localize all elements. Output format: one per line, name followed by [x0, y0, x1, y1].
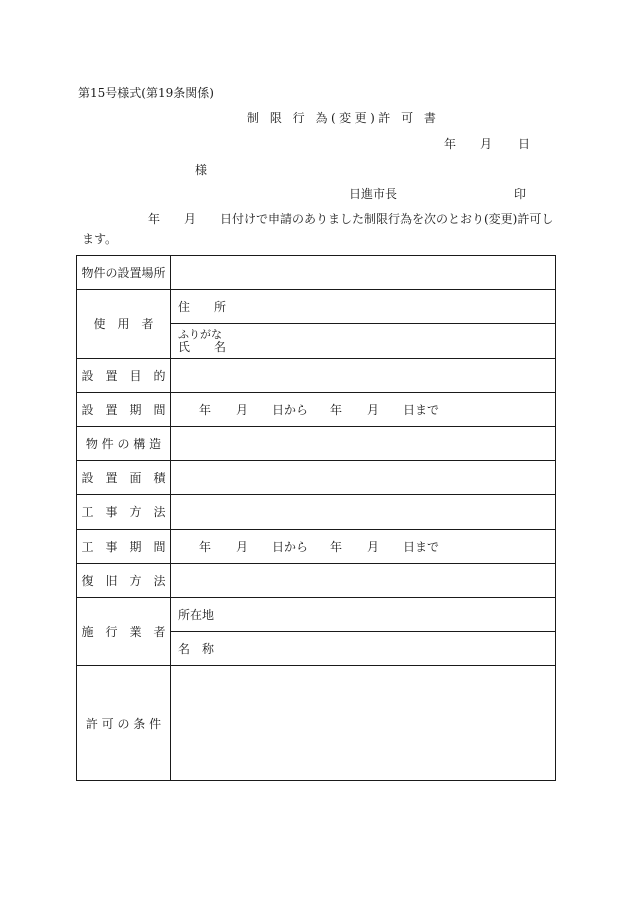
- date-year-label: 年: [444, 137, 457, 151]
- user-name-cell: [171, 324, 556, 358]
- area-label-cell: [77, 461, 171, 495]
- restore-label-cell: [77, 563, 171, 597]
- location-label: 物件の設置場所: [81, 266, 166, 281]
- period-label-cell: [77, 392, 171, 426]
- work-period-label-cell: [77, 529, 171, 563]
- method-value-cell: [171, 495, 556, 529]
- work-period-label: 工 事 期 間: [81, 539, 166, 554]
- user-label: 使 用 者: [93, 317, 154, 332]
- body-text-main: 日付けで申請のありました制限行為を次のとおり(変更)許可し: [220, 212, 554, 226]
- area-value-cell: [171, 461, 556, 495]
- period-month-1: 月: [236, 402, 249, 417]
- conditions-value-cell: [171, 666, 556, 781]
- row-location: [77, 256, 556, 290]
- work-period-value-cell: [171, 529, 556, 563]
- restore-value-cell: [171, 563, 556, 597]
- contractor-location-label: 所在地: [178, 607, 215, 622]
- issue-date: [444, 137, 530, 151]
- purpose-label: 設 置 目 的: [81, 368, 166, 383]
- row-user-address: [77, 290, 556, 324]
- body-text-line-2: ます。: [82, 232, 118, 246]
- seal-mark: 印: [514, 187, 527, 201]
- conditions-label: 許 可 の 条 件: [85, 716, 162, 731]
- period-label: 設 置 期 間: [81, 402, 166, 417]
- document-title: 制 限 行 為(変更)許 可 書: [247, 111, 440, 125]
- user-label-cell: [77, 290, 171, 358]
- user-address-label: 住 所: [178, 300, 227, 315]
- period-month-2: 月: [367, 402, 380, 417]
- row-purpose: [77, 358, 556, 392]
- issuer-name: 日進市長: [349, 187, 398, 201]
- area-label: 設 置 面 積: [81, 471, 166, 486]
- body-year-label: 年: [148, 212, 161, 226]
- purpose-label-cell: [77, 358, 171, 392]
- location-value-cell: [171, 256, 556, 290]
- period-day-from: 日から: [272, 402, 309, 417]
- contractor-name-label: 名 称: [178, 642, 215, 657]
- body-month-label: 月: [184, 212, 197, 226]
- row-structure: [77, 426, 556, 460]
- row-restore: [77, 563, 556, 597]
- conditions-label-cell: [77, 666, 171, 781]
- addressee-suffix: 様: [195, 163, 208, 177]
- work-period-month-1: 月: [236, 539, 249, 554]
- body-text-line-1: [148, 212, 553, 226]
- row-period: [77, 392, 556, 426]
- period-day-to: 日まで: [403, 402, 440, 417]
- work-period-day-to: 日まで: [403, 539, 440, 554]
- purpose-value-cell: [171, 358, 556, 392]
- row-area: [77, 461, 556, 495]
- contractor-name-cell: [171, 632, 556, 666]
- furigana-label: ふりがな: [178, 327, 222, 341]
- work-period-month-2: 月: [367, 539, 380, 554]
- period-value-cell: [171, 392, 556, 426]
- method-label: 工 事 方 法: [81, 505, 166, 520]
- row-conditions: [77, 666, 556, 781]
- date-day-label: 日: [518, 137, 531, 151]
- structure-value-cell: [171, 426, 556, 460]
- structure-label-cell: [77, 426, 171, 460]
- permit-form-table: [76, 255, 556, 781]
- form-reference: 第15号様式(第19条関係): [78, 86, 214, 100]
- location-label-cell: [77, 256, 171, 290]
- period-year-1: 年: [199, 402, 212, 417]
- restore-label: 復 旧 方 法: [81, 573, 166, 588]
- user-address-cell: [171, 290, 556, 324]
- work-period-day-from: 日から: [272, 539, 309, 554]
- user-name-label: 氏 名: [178, 339, 227, 354]
- date-month-label: 月: [480, 137, 493, 151]
- contractor-label-cell: [77, 597, 171, 665]
- structure-label: 物 件 の 構 造: [85, 437, 162, 452]
- row-work-period: [77, 529, 556, 563]
- contractor-location-cell: [171, 597, 556, 631]
- row-contractor-location: [77, 597, 556, 631]
- row-method: [77, 495, 556, 529]
- work-period-year-2: 年: [330, 539, 343, 554]
- work-period-year-1: 年: [199, 539, 212, 554]
- period-year-2: 年: [330, 402, 343, 417]
- method-label-cell: [77, 495, 171, 529]
- contractor-label: 施 行 業 者: [81, 625, 166, 640]
